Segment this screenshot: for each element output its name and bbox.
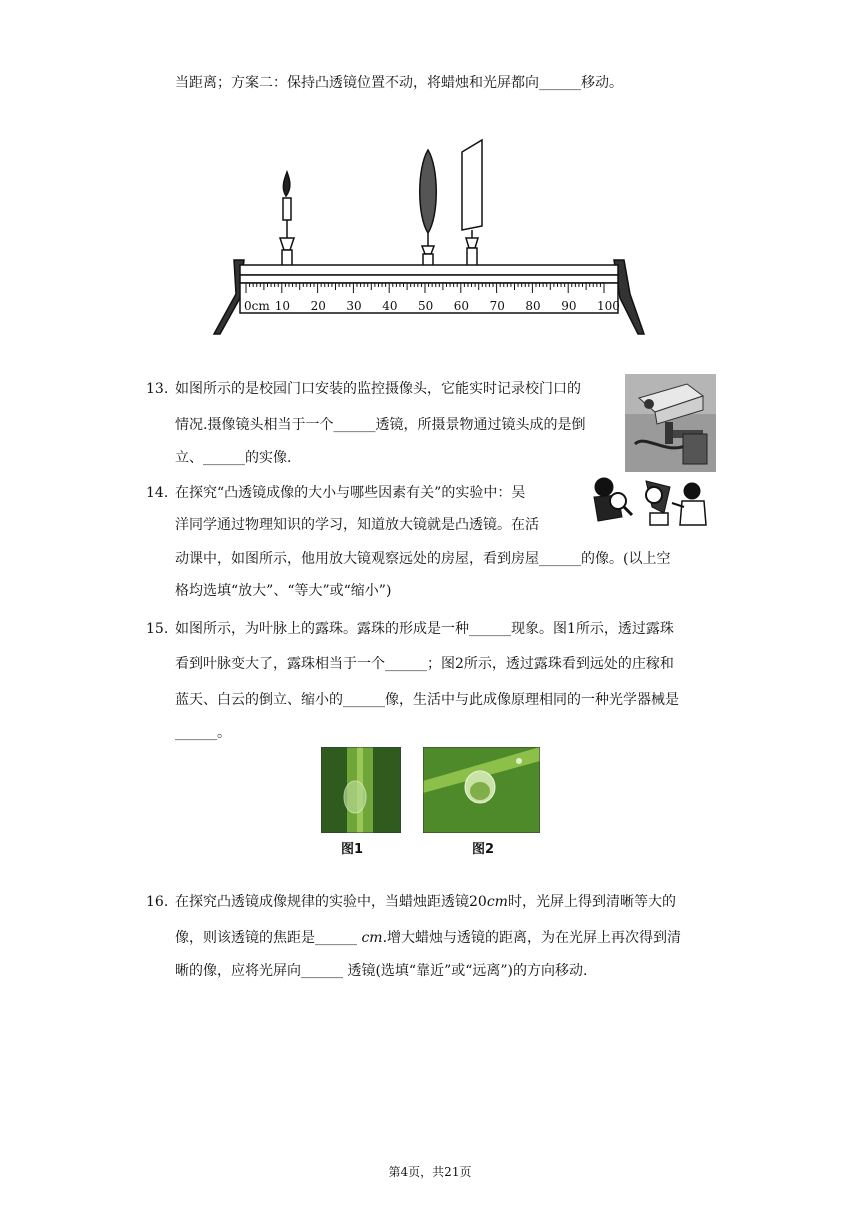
scale-label: 40 bbox=[382, 299, 398, 313]
lens-icon bbox=[420, 150, 437, 266]
question-15-number: 15. bbox=[146, 621, 169, 637]
unit-cm: cm bbox=[486, 894, 508, 910]
question-14-line-3: 动课中，如图所示，他用放大镜观察远处的房屋，看到房屋______的像。(以上空 bbox=[175, 551, 671, 567]
question-16-text-d: .增大蜡烛与透镜的距离，为在光屏上再次得到清 bbox=[382, 930, 682, 946]
scale-label: 10 bbox=[274, 299, 291, 313]
question-15-line-3: 蓝天、白云的倒立、缩小的______像，生活中与此成像原理相同的一种光学器械是 bbox=[175, 692, 679, 708]
scale-label: 60 bbox=[453, 299, 470, 313]
dewdrop-photo-1 bbox=[321, 747, 401, 833]
question-16-line-1 bbox=[175, 892, 676, 912]
top-line: 当距离；方案二：保持凸透镜位置不动，将蜡烛和光屏都向______移动。 bbox=[175, 75, 623, 91]
question-16-number: 16. bbox=[146, 894, 169, 910]
dewdrop-photo-2 bbox=[423, 747, 540, 833]
question-13-line-1: 如图所示的是校园门口安装的监控摄像头，它能实时记录校门口的 bbox=[175, 381, 581, 397]
screen-icon bbox=[462, 140, 482, 266]
scale-label: 70 bbox=[489, 299, 505, 313]
question-13-number: 13. bbox=[146, 381, 169, 397]
scale-label: 30 bbox=[346, 299, 362, 313]
scale-label: 20 bbox=[310, 299, 326, 313]
candle-icon bbox=[280, 172, 294, 266]
figure-1-caption: 图1 bbox=[341, 842, 364, 857]
optical-bench-figure bbox=[210, 138, 650, 338]
question-14-line-1: 在探究“凸透镜成像的大小与哪些因素有关”的实验中：吴 bbox=[175, 485, 526, 501]
figure-2-caption: 图2 bbox=[472, 842, 495, 857]
question-13-line-2: 情况.摄像镜头相当于一个______透镜，所摄景物通过镜头成的是倒 bbox=[175, 417, 586, 433]
scale-label: 80 bbox=[525, 299, 541, 313]
question-15-line-2: 看到叶脉变大了，露珠相当于一个______；图2所示，透过露珠看到远处的庄稼和 bbox=[175, 656, 674, 672]
question-14-number: 14. bbox=[146, 485, 169, 501]
question-16-text-b: 时，光屏上得到清晰等大的 bbox=[507, 894, 676, 910]
scale-label: 100 bbox=[597, 299, 620, 313]
question-15-line-4: ______。 bbox=[175, 725, 231, 741]
scale-label: 90 bbox=[561, 299, 577, 313]
bench-rail bbox=[214, 260, 644, 334]
question-14-line-2: 洋同学通过物理知识的学习，知道放大镜就是凸透镜。在活 bbox=[175, 517, 539, 533]
question-16-text-c: 像，则该透镜的焦距是______ bbox=[175, 930, 362, 946]
question-13-line-3: 立、______的实像. bbox=[175, 450, 292, 466]
surveillance-camera-photo bbox=[625, 374, 716, 472]
scale-label: 50 bbox=[418, 299, 434, 313]
page-footer: 第4页，共21页 bbox=[388, 1165, 472, 1179]
scale-label: 0cm bbox=[244, 299, 270, 313]
question-16-text-a: 在探究凸透镜成像规律的实验中，当蜡烛距透镜20 bbox=[175, 894, 487, 910]
question-14-line-4: 格均选填“放大”、“等大”或“缩小”) bbox=[175, 583, 392, 599]
question-16-line-3: 晰的像，应将光屏向______ 透镜(选填“靠近”或“远离”)的方向移动. bbox=[175, 963, 588, 979]
unit-cm-2: cm bbox=[361, 930, 383, 946]
question-16-line-2 bbox=[175, 928, 681, 948]
magnifier-observation-illustration bbox=[588, 473, 716, 533]
question-15-line-1: 如图所示，为叶脉上的露珠。露珠的形成是一种______现象。图1所示，透过露珠 bbox=[175, 621, 674, 637]
